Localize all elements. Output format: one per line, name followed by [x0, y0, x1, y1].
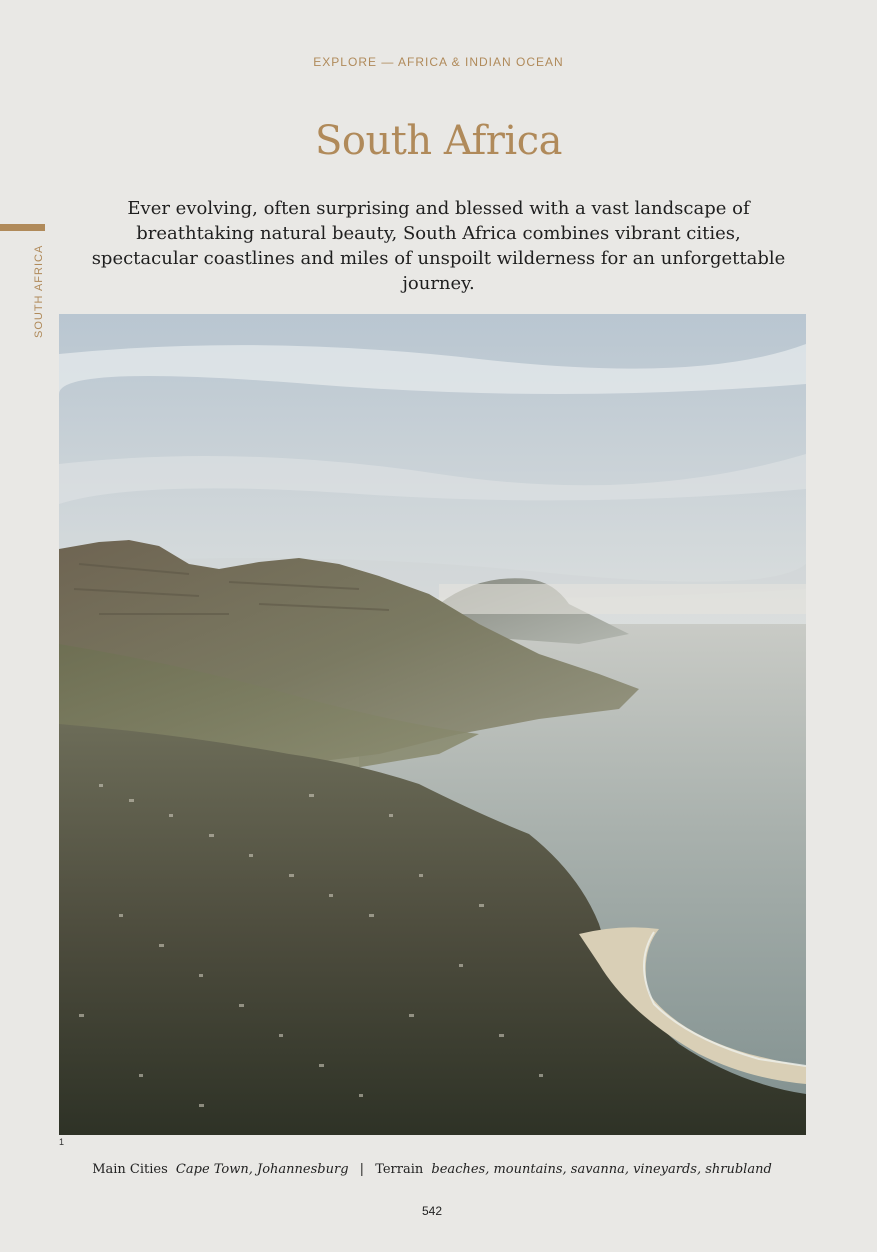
- destination-facts: [0, 1162, 864, 1177]
- terrain-value: beaches, mountains, savanna, vineyards, shrubland: [431, 1162, 772, 1177]
- facts-separator: |: [359, 1162, 365, 1177]
- section-kicker: EXPLORE — AFRICA & INDIAN OCEAN: [313, 55, 564, 69]
- terrain-label: Terrain: [375, 1162, 424, 1177]
- page-title: South Africa: [315, 118, 562, 164]
- main-cities-label: Main Cities: [92, 1162, 168, 1177]
- page-number: 542: [421, 1204, 443, 1218]
- main-cities-value: Cape Town, Johannesburg: [175, 1162, 349, 1177]
- photo-number: 1: [59, 1137, 65, 1147]
- intro-paragraph: Ever evolving, often surprising and blessed with a vast landscape of breathtaking natural beauty, South Africa combines vibrant cities, spectacular coastlines and miles of unspoilt wilderness for an unforgettable journey.: [91, 198, 786, 294]
- side-accent-bar: [0, 224, 45, 231]
- side-section-label: SOUTH AFRICA: [33, 244, 45, 338]
- coastline-photo: [59, 314, 806, 1135]
